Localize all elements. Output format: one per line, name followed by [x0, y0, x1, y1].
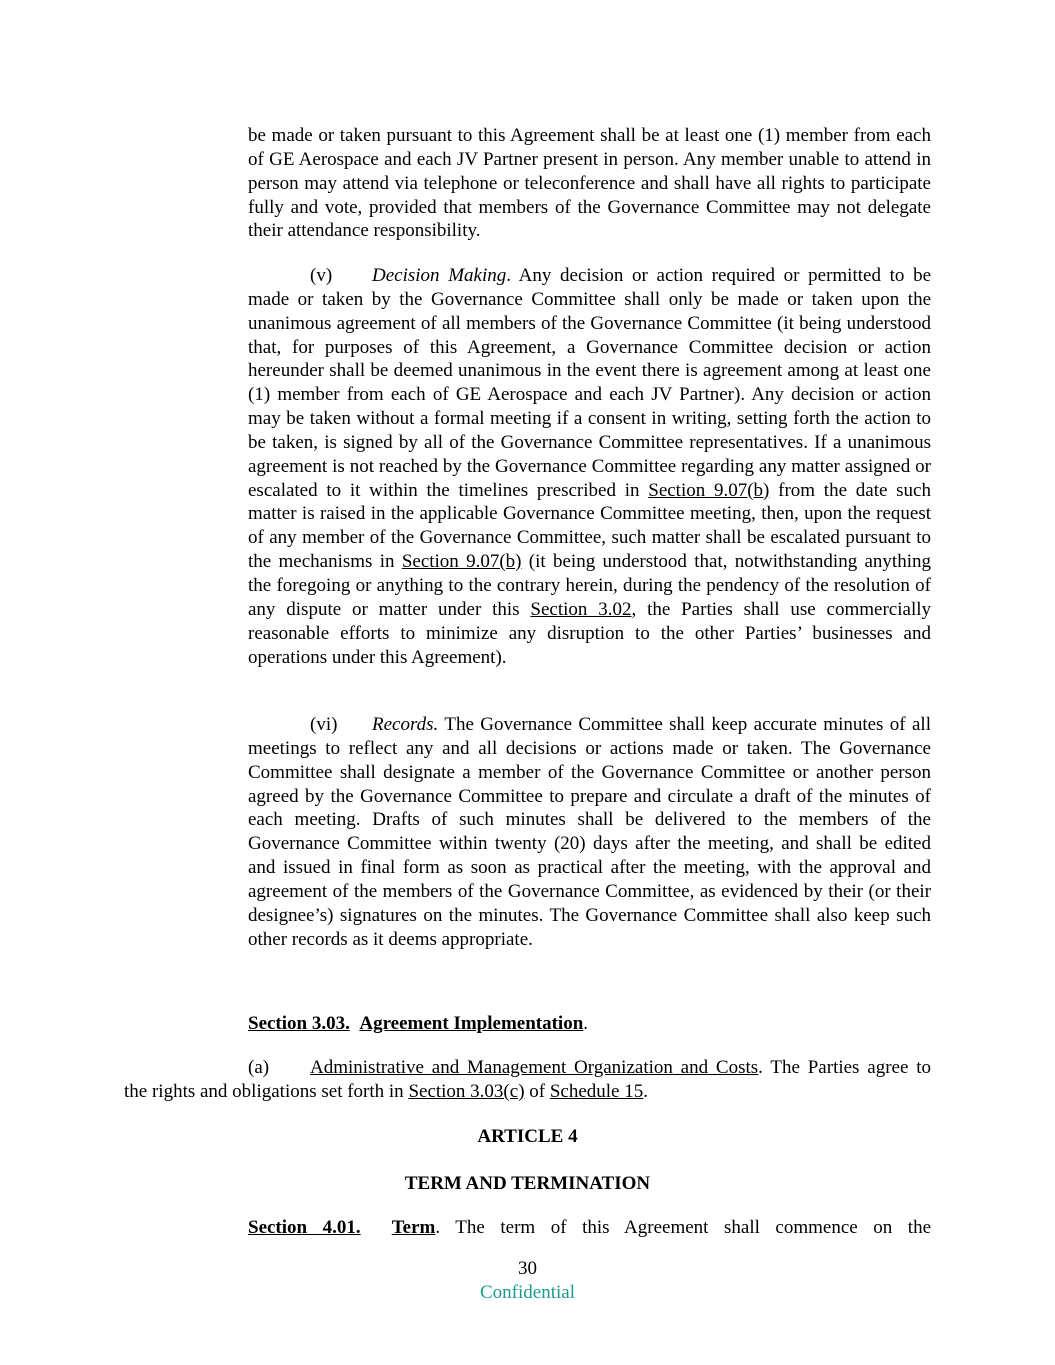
section-reference-link[interactable]: Section 3.02 — [530, 598, 632, 620]
clause-text: . — [643, 1080, 648, 1102]
clause-heading: Decision Making — [372, 265, 507, 286]
section-reference-link[interactable]: Section 3.03(c) — [408, 1080, 525, 1102]
paragraph-continuation-text: be made or taken pursuant to this Agreement shall be at least one (1) member from each of GE Aerospace and each JV Partner present in person. Any member unable to attend in person may attend via telephone or teleconference and shall have all rights to participate fully and vote, provided that members of the Governance Committee may not delegate their attendance responsibility. — [248, 125, 931, 242]
section-4-01 — [248, 1216, 931, 1240]
page-number: 30 — [518, 1258, 537, 1279]
section-title: Term — [391, 1217, 436, 1238]
paragraph-records — [248, 713, 931, 951]
clause-text: from the date such matter is raised in the applicable Governance Committee meeting, then, upon the request of any member of the Governance Committee, such matter shall be escalated pursuant to the mechanisms in — [248, 479, 931, 573]
schedule-reference-link[interactable]: Schedule 15 — [549, 1080, 644, 1102]
clause-text: The Governance Committee shall keep accurate minutes of all meetings to reflect any and all decisions or actions made or taken. The Governance Committee shall designate a member of the Governance Committee or another person agreed by the Governance Committee to prepare and circulate a draft of the minutes of each meeting. Drafts of such minutes shall be delivered to the members of the Governance Committee within twenty (20) days after the meeting, and shall be edited and issued in final form as soon as practical after the meeting, with the approval and agreement of the members of the Governance Committee, as evidenced by their (or their designee’s) signatures on the minutes. The Governance Committee shall also keep such other records as it deems appropriate. — [248, 714, 931, 950]
clause-number: (vi) — [310, 714, 338, 735]
clause-heading: Records. — [372, 714, 439, 735]
paragraph-decision-making — [248, 264, 931, 669]
section-title: Agreement Implementation — [359, 1013, 584, 1034]
section-text: . The term of this Agreement shall commence on the — [435, 1217, 931, 1238]
section-reference-link[interactable]: Section 9.07(b) — [401, 551, 522, 573]
clause-text: (it being understood that, notwithstanding anything the foregoing or anything to the contrary herein, during the pendency of the resolution of any dispute or matter under this — [248, 551, 931, 620]
confidential-footer: Confidential — [480, 1282, 575, 1303]
section-period: . — [583, 1013, 589, 1034]
article-title: TERM AND TERMINATION — [404, 1173, 651, 1194]
clause-text: . The Parties agree to the rights and obligations set forth in — [124, 1057, 931, 1102]
section-reference-link[interactable]: Section 9.07(b) — [648, 479, 770, 501]
clause-number: (v) — [310, 265, 333, 286]
clause-text: of — [524, 1080, 550, 1102]
clause-text: , the Parties shall use commercially reasonable efforts to minimize any disruption to the other Parties’ businesses and operations under this Agreement). — [248, 598, 931, 668]
section-number: Section 3.03. — [248, 1013, 350, 1034]
article-number: ARTICLE 4 — [477, 1126, 578, 1147]
paragraph-administrative — [124, 1056, 931, 1104]
clause-heading: Administrative and Management Organization and Costs — [310, 1057, 759, 1078]
section-number: Section 4.01. — [248, 1217, 361, 1238]
paragraph-continuation — [248, 124, 931, 243]
section-heading-3-03 — [248, 1012, 931, 1036]
clause-number: (a) — [248, 1057, 270, 1078]
clause-text: . Any decision or action required or permitted to be made or taken by the Governance Committee shall only be made or taken upon the unanimous agreement of all members of the Governance Committee (it being understood that, for purposes of this Agreement, a Governance Committee decision or action hereunder shall be deemed unanimous in the event there is agreement among at least one (1) member from each of GE Aerospace and each JV Partner). Any decision or action may be taken without a formal meeting if a consent in writing, setting forth the action to be taken, is signed by all of the Governance Committee representatives. If a unanimous agreement is not reached by the Governance Committee regarding any matter assigned or escalated to it within the timelines prescribed in — [248, 265, 932, 501]
